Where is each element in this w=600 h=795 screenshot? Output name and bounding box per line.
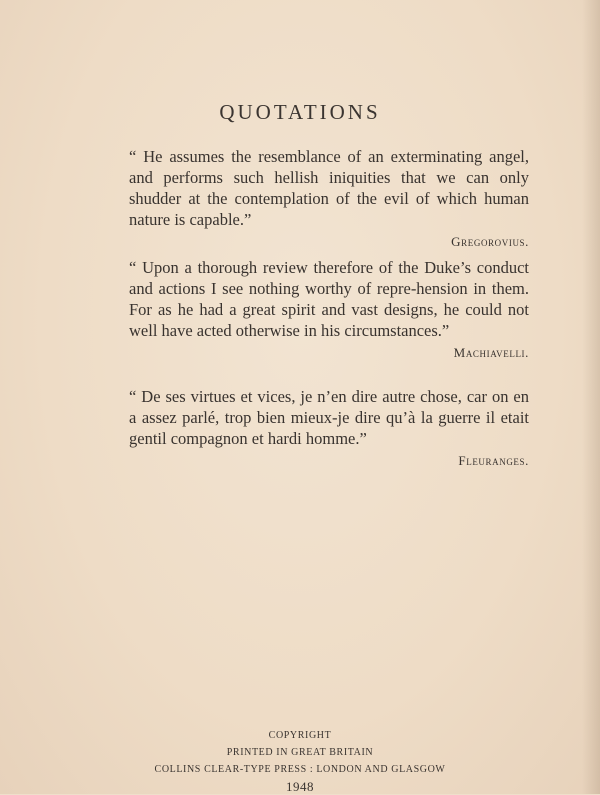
quote-text: “ De ses virtues et vices, je n’en dire autre chose, car on en a assez parlé, trop bien mieux-je dire qu’à la guerre il etait gentil compagnon et hardi homme.” <box>129 387 529 448</box>
publication-year: 1948 <box>286 779 314 794</box>
quote-author: Fleuranges. <box>458 453 529 468</box>
publisher-line: COLLINS CLEAR-TYPE PRESS : LONDON AND GLASGOW <box>154 764 446 775</box>
page-title: QUOTATIONS <box>219 100 381 124</box>
quote-text: “ Upon a thorough review therefore of the Duke’s conduct and actions I see nothing worthy of repre-hension in them. For as he had a great spirit and vast designs, he could not well have acted otherwise in his circumstances.” <box>129 258 529 340</box>
quote-author: Gregorovius. <box>451 234 529 249</box>
quote-fleuranges <box>129 386 529 471</box>
copyright-line: COPYRIGHT <box>268 730 332 741</box>
quote-text: “ He assumes the resemblance of an exterminating angel, and performs such hellish iniquities that we can only shudder at the contemplation of the evil of which human nature is capable.” <box>129 147 529 229</box>
quote-author: Machiavelli. <box>453 345 529 360</box>
quote-machiavelli <box>129 257 529 363</box>
imprint-block <box>0 727 600 795</box>
quote-gregorovius <box>129 146 529 252</box>
printed-line: PRINTED IN GREAT BRITAIN <box>226 747 374 758</box>
